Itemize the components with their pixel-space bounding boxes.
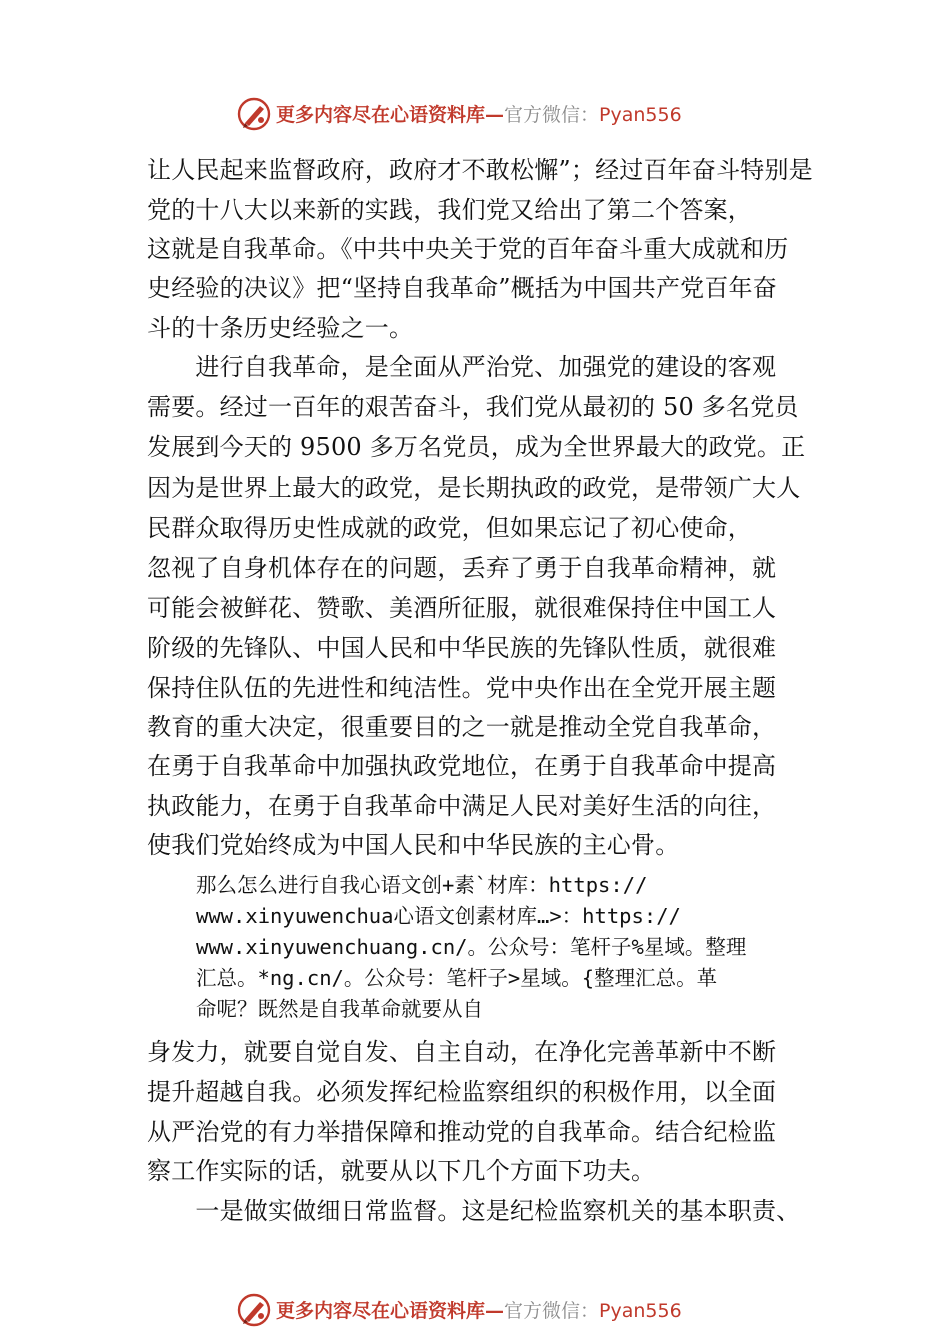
banner-official-text: 官方微信： bbox=[504, 1300, 600, 1322]
body-line: 这就是自我革命。《中共中央关于党的百年奋斗重大成就和历 bbox=[147, 235, 789, 263]
body-line: 因为是世界上最大的政党，是长期执政的政党，是带领广大人 bbox=[147, 474, 801, 502]
body-line: 一是做实做细日常监督。这是纪检监察机关的基本职责、 bbox=[147, 1197, 801, 1225]
body-line: 史经验的决议》把“坚持自我革命”概括为中国共产党百年奋 bbox=[147, 274, 777, 302]
inserted-web-line: www.xinyuwenchua心语文创素材库…>：https:// bbox=[196, 904, 681, 928]
banner-dash: — bbox=[485, 1300, 505, 1322]
header-watermark-banner bbox=[0, 94, 950, 134]
banner-main-text: 更多内容尽在心语资料库 bbox=[276, 1300, 486, 1322]
body-line: 需要。经过一百年的艰苦奋斗，我们党从最初的 50 多名党员 bbox=[147, 393, 799, 421]
banner-official-text: 官方微信： bbox=[504, 104, 600, 126]
body-line: 党的十八大以来新的实践，我们党又给出了第二个答案， bbox=[147, 196, 752, 224]
body-line: 进行自我革命，是全面从严治党、加强党的建设的客观 bbox=[147, 353, 777, 381]
body-line: 身发力，就要自觉自发、自主自动，在净化完善革新中不断 bbox=[147, 1038, 777, 1066]
body-line: 从严治党的有力举措保障和推动党的自我革命。结合纪检监 bbox=[147, 1118, 777, 1146]
body-line: 忽视了自身机体存在的问题，丢弃了勇于自我革命精神，就 bbox=[147, 554, 777, 582]
pen-logo-icon bbox=[236, 1292, 272, 1328]
body-line: 阶级的先锋队、中国人民和中华民族的先锋队性质，就很难 bbox=[147, 634, 777, 662]
inserted-web-line: 那么怎么进行自我心语文创+素`材库：https:// bbox=[196, 873, 648, 897]
body-line: 执政能力，在勇于自我革命中满足人民对美好生活的向往， bbox=[147, 792, 777, 820]
body-line: 察工作实际的话，就要从以下几个方面下功夫。 bbox=[147, 1157, 656, 1185]
body-line: 民群众取得历史性成就的政党，但如果忘记了初心使命， bbox=[147, 514, 752, 542]
footer-watermark-banner bbox=[0, 1290, 950, 1330]
banner-main-text: 更多内容尽在心语资料库 bbox=[276, 104, 486, 126]
pen-logo-icon bbox=[236, 96, 272, 132]
banner-text bbox=[276, 1296, 682, 1323]
body-line: 在勇于自我革命中加强执政党地位，在勇于自我革命中提高 bbox=[147, 752, 777, 780]
banner-text bbox=[276, 100, 682, 127]
inserted-web-line: www.xinyuwenchuang.cn/。公众号：笔杆子%星域。整理 bbox=[196, 935, 747, 959]
banner-dash: — bbox=[485, 104, 505, 126]
banner-wechat-id: Pyan556 bbox=[599, 104, 682, 126]
banner-wechat-id: Pyan556 bbox=[599, 1300, 682, 1322]
body-line: 教育的重大决定，很重要目的之一就是推动全党自我革命， bbox=[147, 713, 777, 741]
body-line: 保持住队伍的先进性和纯洁性。党中央作出在全党开展主题 bbox=[147, 674, 777, 702]
inserted-web-line: 汇总。*ng.cn/。公众号：笔杆子>星域。{整理汇总。革 bbox=[196, 966, 718, 990]
inserted-web-line: 命呢？既然是自我革命就要从自 bbox=[196, 997, 483, 1021]
body-line: 让人民起来监督政府，政府才不敢松懈”；经过百年奋斗特别是 bbox=[147, 156, 813, 184]
body-line: 提升超越自我。必须发挥纪检监察组织的积极作用，以全面 bbox=[147, 1078, 777, 1106]
body-line: 使我们党始终成为中国人民和中华民族的主心骨。 bbox=[147, 831, 680, 859]
body-line: 可能会被鲜花、赞歌、美酒所征服，就很难保持住中国工人 bbox=[147, 594, 777, 622]
body-line: 发展到今天的 9500 多万名党员，成为全世界最大的政党。正 bbox=[147, 433, 806, 461]
body-line: 斗的十条历史经验之一。 bbox=[147, 314, 414, 342]
